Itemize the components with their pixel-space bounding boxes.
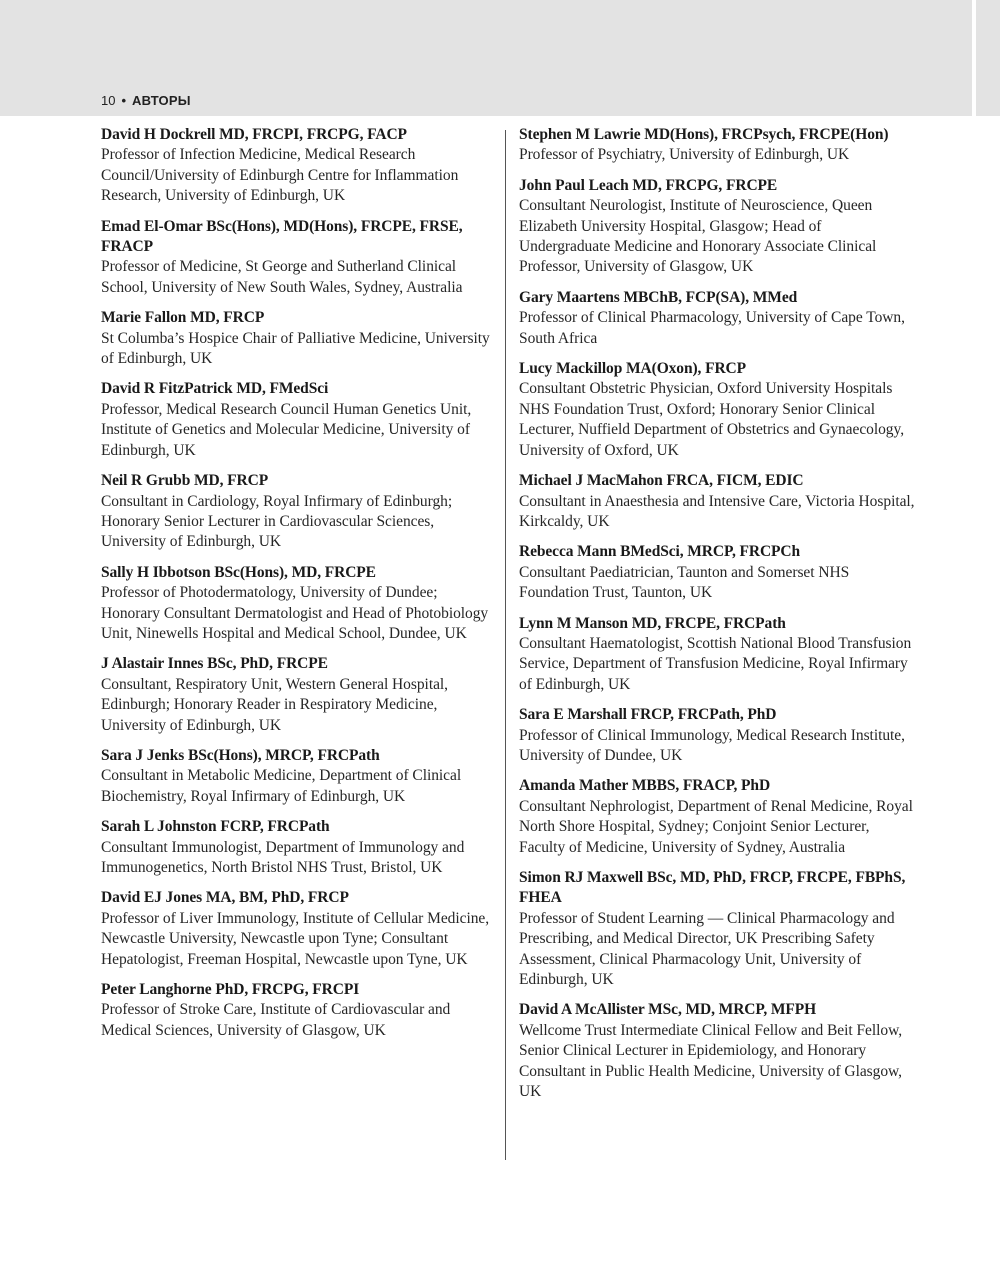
author-entry	[101, 746, 493, 807]
author-name: David R FitzPatrick MD, FMedSci	[101, 380, 329, 398]
author-entry	[519, 176, 915, 278]
author-entry	[519, 471, 915, 532]
author-name: David A McAllister MSc, MD, MRCP, MFPH	[519, 1001, 817, 1019]
author-name: Stephen M Lawrie MD(Hons), FRCPsych, FRCPE(Hon)	[519, 126, 889, 143]
author-entry	[519, 614, 915, 696]
author-name: John Paul Leach MD, FRCPG, FRCPE	[519, 176, 778, 194]
author-name: Simon RJ Maxwell BSc, MD, PhD, FRCP, FRCPE, FBPhS, FHEA	[519, 869, 906, 907]
author-affiliation: Professor of Liver Immunology, Institute of Cellular Medicine, Newcastle University, Newcastle upon Tyne; Consultant Hepatologist, Freeman Hospital, Newcastle upon Tyne, UK	[101, 909, 490, 968]
author-name: Sally H Ibbotson BSc(Hons), MD, FRCPE	[101, 563, 376, 581]
author-affiliation: Consultant in Anaesthesia and Intensive Care, Victoria Hospital, Kirkcaldy, UK	[519, 492, 915, 530]
header-edge-band	[976, 0, 1000, 116]
author-entry	[101, 563, 493, 645]
author-entry	[519, 1000, 915, 1102]
author-entry	[101, 471, 493, 553]
author-entry	[519, 359, 915, 461]
author-name: Lucy Mackillop MA(Oxon), FRCP	[519, 360, 747, 378]
author-entry	[101, 654, 493, 736]
author-affiliation: Professor of Student Learning — Clinical Pharmacology and Prescribing, and Medical Director, UK Prescribing Safety Assessment, Clinical Pharmacology Unit, University of Edinburgh, UK	[519, 909, 895, 989]
author-name: J Alastair Innes BSc, PhD, FRCPE	[101, 655, 328, 673]
author-affiliation: Consultant Paediatrician, Taunton and Somerset NHS Foundation Trust, Taunton, UK	[519, 563, 850, 602]
author-affiliation: Consultant in Cardiology, Royal Infirmary of Edinburgh; Honorary Senior Lecturer in Cardiovascular Sciences, University of Edinburgh, UK	[101, 492, 453, 551]
author-affiliation: Professor of Photodermatology, University of Dundee; Honorary Consultant Dermatologist and Head of Photobiology Unit, Ninewells Hospital and Medical School, Dundee, UK	[101, 584, 489, 642]
author-entry	[101, 817, 493, 878]
author-name: Michael J MacMahon FRCA, FICM, EDIC	[519, 472, 804, 490]
author-affiliation: Consultant Neurologist, Institute of Neuroscience, Queen Elizabeth University Hospital, Glasgow; Head of Undergraduate Medicine and Honorary Associate Clinical Professor, University of Glasgow, UK	[519, 197, 877, 276]
right-column	[519, 125, 915, 1112]
author-entry	[101, 980, 493, 1041]
author-name: Amanda Mather MBBS, FRACP, PhD	[519, 777, 771, 795]
author-entry	[519, 125, 915, 166]
section-title: АВТОРЫ	[132, 93, 191, 108]
author-name: David H Dockrell MD, FRCPI, FRCPG, FACP	[101, 126, 407, 143]
author-entry	[101, 217, 493, 299]
author-entry	[101, 888, 493, 970]
author-name: Sara E Marshall FRCP, FRCPath, PhD	[519, 706, 777, 724]
author-affiliation: Professor of Psychiatry, University of Edinburgh, UK	[519, 146, 850, 164]
author-affiliation: Professor, Medical Research Council Human Genetics Unit, Institute of Genetics and Molecular Medicine, University of Edinburgh, UK	[101, 400, 472, 459]
author-affiliation: Consultant in Metabolic Medicine, Department of Clinical Biochemistry, Royal Infirmary of Edinburgh, UK	[101, 767, 462, 805]
author-name: David EJ Jones MA, BM, PhD, FRCP	[101, 889, 349, 907]
author-name: Peter Langhorne PhD, FRCPG, FRCPI	[101, 981, 360, 999]
author-affiliation: Consultant, Respiratory Unit, Western General Hospital, Edinburgh; Honorary Reader in Respiratory Medicine, University of Edinburgh, UK	[101, 675, 448, 734]
author-entry	[519, 288, 915, 349]
author-name: Gary Maartens MBChB, FCP(SA), MMed	[519, 288, 798, 306]
author-entry	[101, 125, 493, 207]
column-divider	[505, 130, 506, 1160]
running-header	[101, 93, 191, 109]
author-entry	[519, 542, 915, 603]
header-bullet: •	[121, 93, 127, 108]
author-affiliation: Consultant Obstetric Physician, Oxford University Hospitals NHS Foundation Trust, Oxford; Honorary Senior Clinical Lecturer, Nuffield Department of Obstetrics and Gynaecology, University of Oxford, UK	[519, 380, 905, 459]
author-name: Neil R Grubb MD, FRCP	[101, 472, 269, 490]
author-affiliation: Professor of Clinical Immunology, Medical Research Institute, University of Dundee, UK	[519, 726, 905, 764]
left-column	[101, 125, 493, 1051]
author-affiliation: Consultant Haematologist, Scottish National Blood Transfusion Service, Department of Transfusion Medicine, Royal Infirmary of Edinburgh, UK	[519, 634, 912, 693]
author-affiliation: Professor of Medicine, St George and Sutherland Clinical School, University of New South Wales, Sydney, Australia	[101, 258, 463, 296]
author-affiliation: Professor of Clinical Pharmacology, University of Cape Town, South Africa	[519, 309, 905, 347]
author-affiliation: Professor of Stroke Care, Institute of Cardiovascular and Medical Sciences, University of Glasgow, UK	[101, 1001, 451, 1039]
author-name: Marie Fallon MD, FRCP	[101, 309, 265, 327]
author-name: Rebecca Mann BMedSci, MRCP, FRCPCh	[519, 543, 801, 561]
author-entry	[101, 379, 493, 461]
author-entry	[519, 776, 915, 858]
author-name: Emad El-Omar BSc(Hons), MD(Hons), FRCPE, FRSE, FRACP	[101, 217, 463, 256]
author-entry	[519, 868, 915, 990]
author-affiliation: Consultant Immunologist, Department of Immunology and Immunogenetics, North Bristol NHS Trust, Bristol, UK	[101, 838, 465, 876]
author-entry	[101, 308, 493, 369]
author-entry	[519, 705, 915, 766]
author-affiliation: St Columba’s Hospice Chair of Palliative Medicine, University of Edinburgh, UK	[101, 329, 490, 368]
author-name: Lynn M Manson MD, FRCPE, FRCPath	[519, 614, 786, 632]
page-number: 10	[101, 93, 116, 108]
author-affiliation: Professor of Infection Medicine, Medical Research Council/University of Edinburgh Centre for Inflammation Research, University of Edinburgh, UK	[101, 146, 459, 205]
author-name: Sarah L Johnston FCRP, FRCPath	[101, 818, 330, 836]
author-affiliation: Wellcome Trust Intermediate Clinical Fellow and Beit Fellow, Senior Clinical Lecturer in Epidemiology, and Honorary Consultant in Public Health Medicine, University of Glasgow, UK	[519, 1021, 903, 1101]
author-affiliation: Consultant Nephrologist, Department of Renal Medicine, Royal North Shore Hospital, Sydney; Conjoint Senior Lecturer, Faculty of Medicine, University of Sydney, Australia	[519, 797, 913, 856]
author-name: Sara J Jenks BSc(Hons), MRCP, FRCPath	[101, 746, 380, 764]
